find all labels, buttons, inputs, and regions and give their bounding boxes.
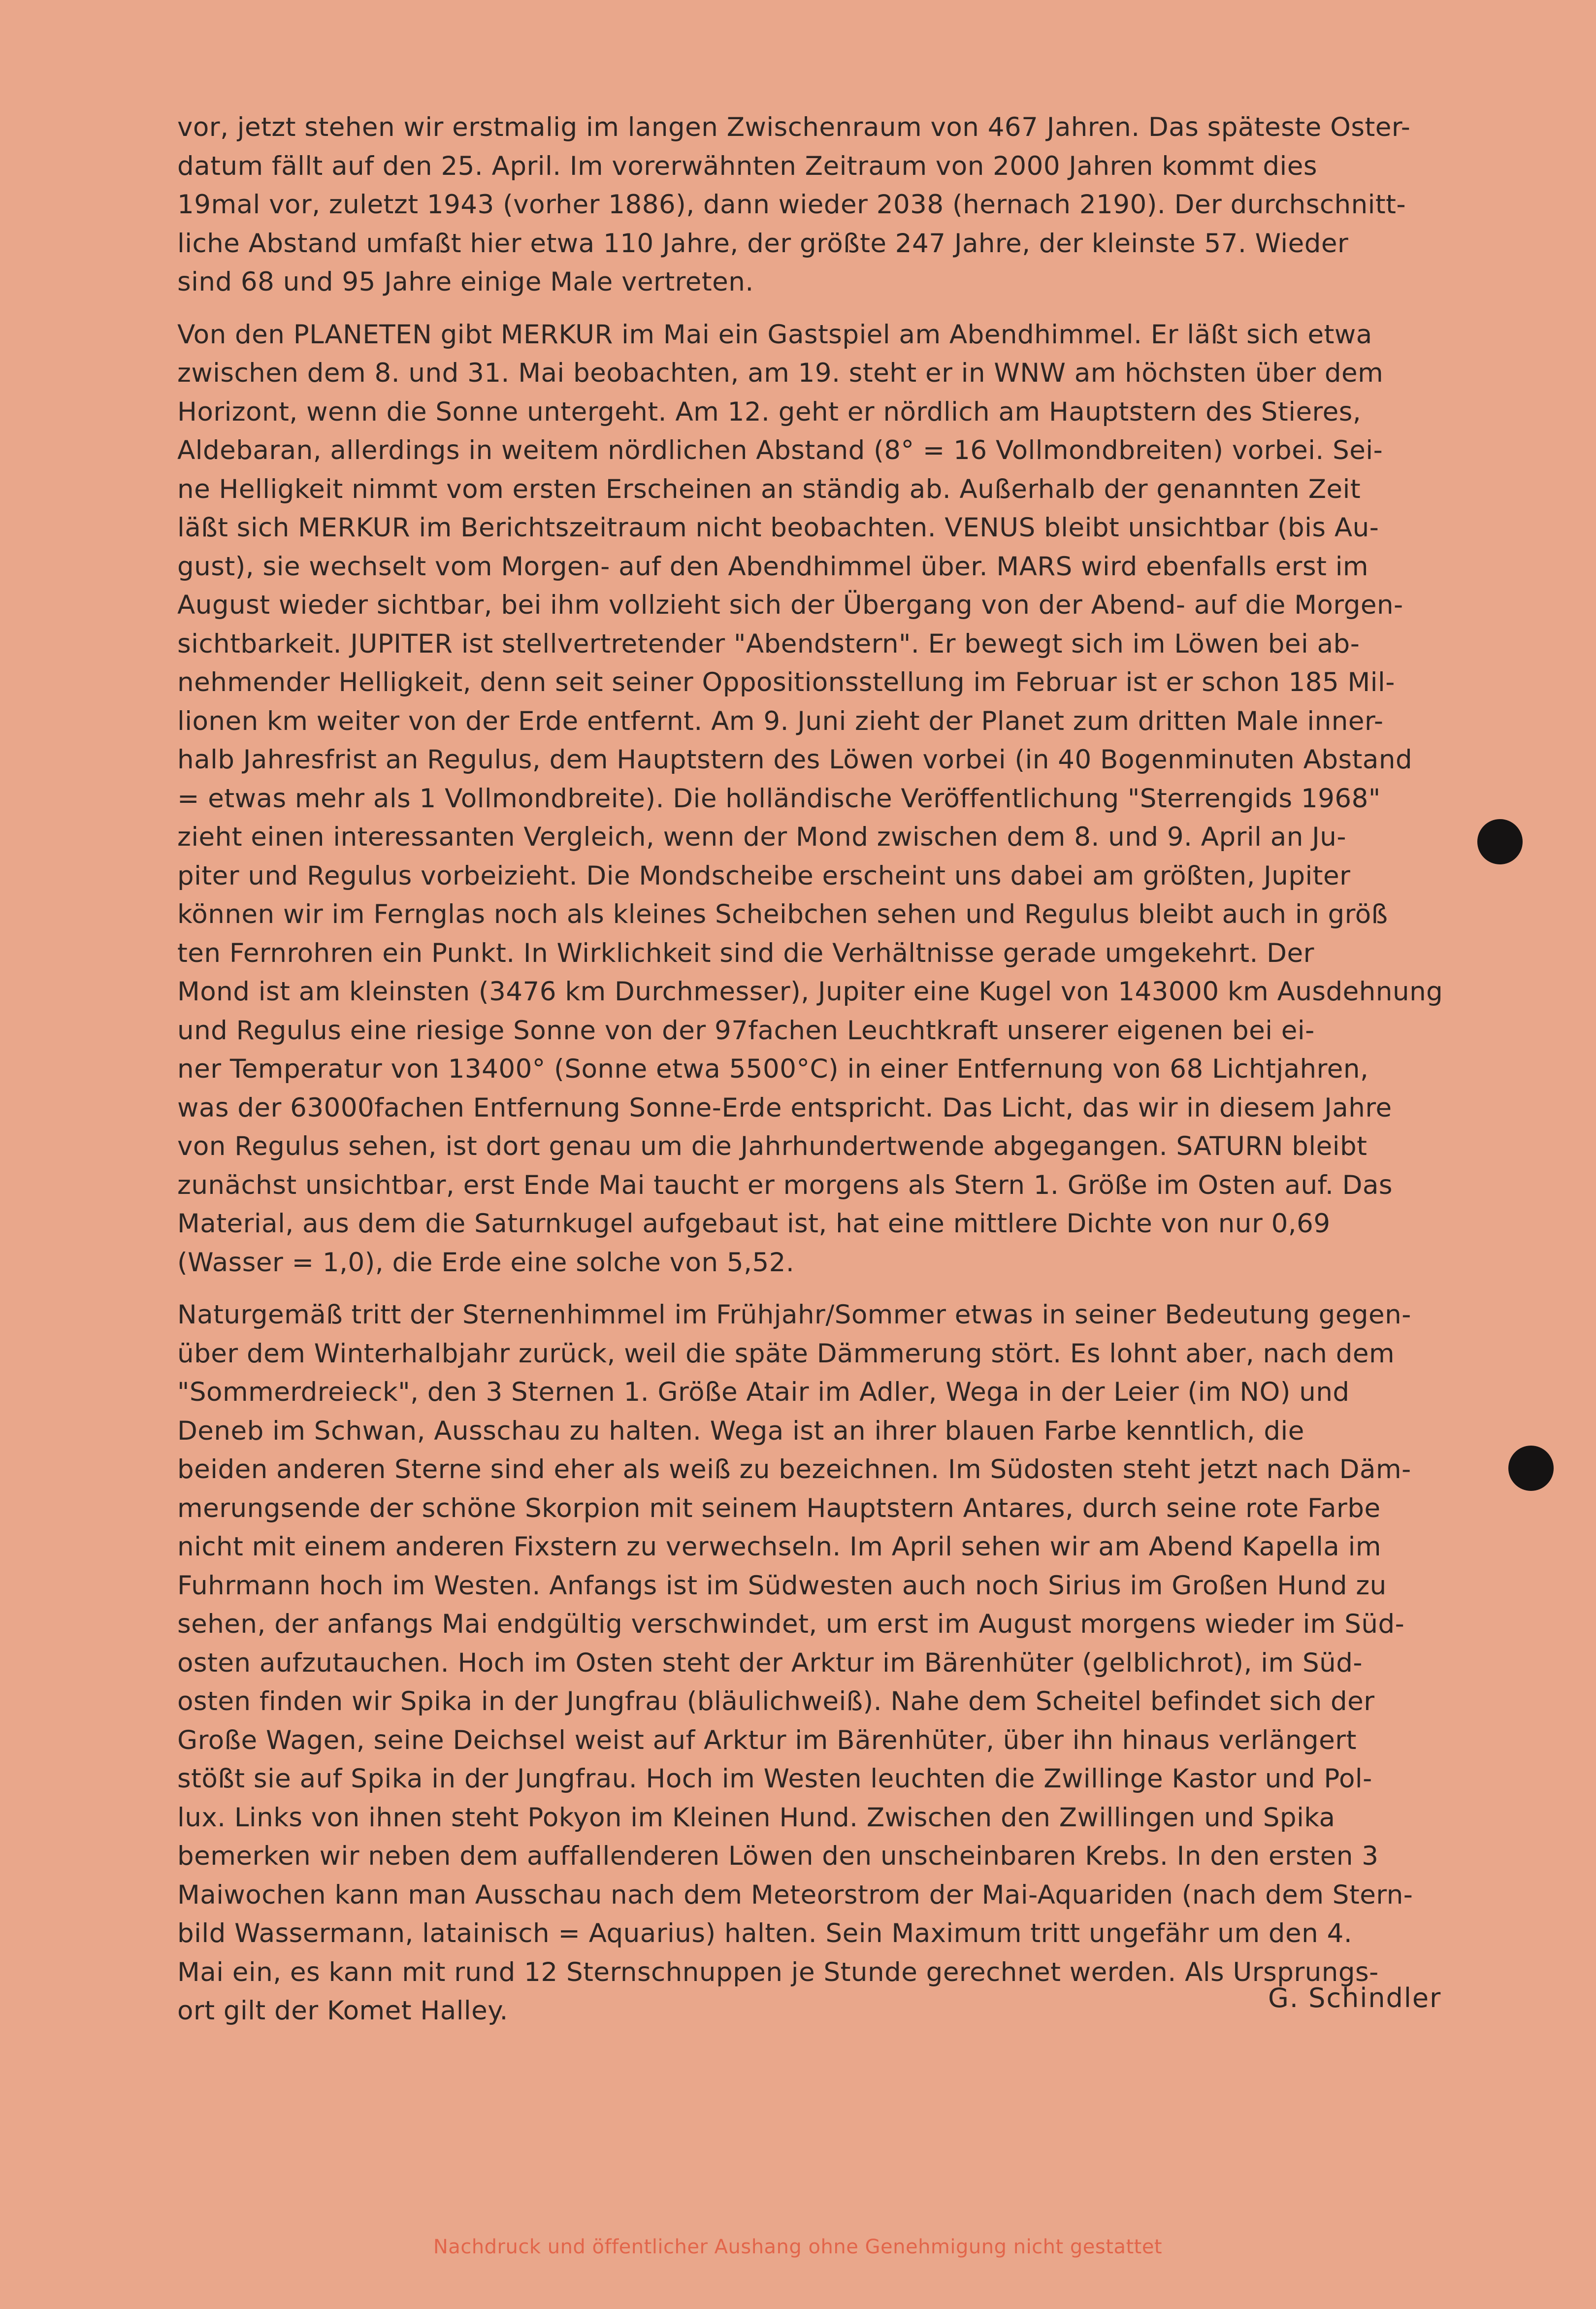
paragraph-planets: Von den PLANETEN gibt MERKUR im Mai ein Gastspiel am Abendhimmel. Er läßt sich etwa zwischen dem 8. und 31. Mai beobachten, am 19. steht er in WNW am höchsten über dem Horizont, wenn die Sonne untergeht. Am 12. geht er nördlich am Hauptstern des Stieres, Aldebaran, allerdings in weitem nördlichen Abstand (8° = 16 Vollmondbreiten) vorbei. Sei- ne Helligkeit nimmt vom ersten Erscheinen an ständig ab. Außerhalb der genannten Zeit läßt sich MERKUR im Berichtszeitraum nicht beobachten. VENUS bleibt unsichtbar (bis Au- gust), sie wechselt vom Morgen- auf den Abendhimmel über. MARS wird ebenfalls erst im August wieder sichtbar, bei ihm vollzieht sich der Übergang von der Abend- auf die Morgen- sichtbarkeit. JUPITER ist stellvertretender "Abendstern". Er bewegt sich im Löwen bei ab- nehmender Helligkeit, denn seit seiner Oppositionsstellung im Februar ist er schon 185 Mil- lionen km weiter von der Erde entfernt. Am 9. Juni zieht der Planet zum dritten Male inner- halb Jahresfrist an Regulus, dem Hauptstern des Löwen vorbei (in 40 Bogenminuten Abstand = etwas mehr als 1 Vollmondbreite). Die holländische Veröffentlichung "Sterrengids 1968" zieht einen interessanten Vergleich, wenn der Mond zwischen dem 8. und 9. April an Ju- piter und Regulus vorbeizieht. Die Mondscheibe erscheint uns dabei am größten, Jupiter können wir im Fernglas noch als kleines Scheibchen sehen und Regulus bleibt auch in größ ten Fernrohren ein Punkt. In Wirklichkeit sind die Verhältnisse gerade umgekehrt. Der Mond ist am kleinsten (3476 km Durchmesser), Jupiter eine Kugel von 143000 km Ausdehnung und Regulus eine riesige Sonne von der 97fachen Leuchtkraft unserer eigenen bei ei- ner Temperatur von 13400° (Sonne etwa 5500°C) in einer Entfernung von 68 Lichtjahren, was der 63000fachen Entfernung Sonne-Erde entspricht. Das Licht, das wir in diesem Jahre von Regulus sehen, ist dort genau um die Jahrhundertwende abgegangen. SATURN bleibt zunächst unsichtbar, erst Ende Mai taucht er morgens als Stern 1. Größe im Osten auf. Das Material, aus dem die Saturnkugel aufgebaut ist, hat eine mittlere Dichte von nur 0,69 (Wasser = 1,0), die Erde eine solche von 5,52. — [177, 319, 1443, 1278]
reprint-notice: Nachdruck und öffentlicher Aushang ohne Genehmigung nicht gestattet — [433, 2236, 1163, 2258]
author-signature: G. Schindler — [1268, 1982, 1442, 2013]
punch-hole — [1508, 1446, 1554, 1491]
punch-hole — [1477, 819, 1523, 864]
article-body — [177, 108, 1467, 2045]
paragraph-star-sky: Naturgemäß tritt der Sternenhimmel im Frühjahr/Sommer etwas in seiner Bedeutung gegen- über dem Winterhalbjahr zurück, weil die späte Dämmerung stört. Es lohnt aber, nach dem "Sommerdreieck", den 3 Sternen 1. Größe Atair im Adler, Wega in der Leier (im NO) und Deneb im Schwan, Ausschau zu halten. Wega ist an ihrer blauen Farbe kenntlich, die beiden anderen Sterne sind eher als weiß zu bezeichnen. Im Südosten steht jetzt nach Däm- merungsende der schöne Skorpion mit seinem Hauptstern Antares, durch seine rote Farbe nicht mit einem anderen Fixstern zu verwechseln. Im April sehen wir am Abend Kapella im Fuhrmann hoch im Westen. Anfangs ist im Südwesten auch noch Sirius im Großen Hund zu sehen, der anfangs Mai endgültig verschwindet, um erst im August morgens wieder im Süd- osten aufzutauchen. Hoch im Osten steht der Arktur im Bärenhüter (gelblichrot), im Süd- osten finden wir Spika in der Jungfrau (bläulichweiß). Nahe dem Scheitel befindet sich der Große Wagen, seine Deichsel weist auf Arktur im Bärenhüter, über ihn hinaus verlängert stößt sie auf Spika in der Jungfrau. Hoch im Westen leuchten die Zwillinge Kastor und Pol- lux. Links von ihnen steht Pokyon im Kleinen Hund. Zwischen den Zwillingen und Spika bemerken wir neben dem auffallenderen Löwen den unscheinbaren Krebs. In den ersten 3 Maiwochen kann man Ausschau nach dem Meteorstrom der Mai-Aquariden (nach dem Stern- bild Wassermann, latainisch = Aquarius) halten. Sein Maximum tritt ungefähr um den 4. Mai ein, es kann mit rund 12 Sternschnuppen je Stunde gerechnet werden. Als Ursprungs- ort gilt der Komet Halley. — [177, 1300, 1413, 2026]
paragraph-easter-date: vor, jetzt stehen wir erstmalig im langen Zwischenraum von 467 Jahren. Das späteste Oster- datum fällt auf den 25. April. Im vorerwähnten Zeitraum von 2000 Jahren kommt dies 19mal vor, zuletzt 1943 (vorher 1886), dann wieder 2038 (hernach 2190). Der durchschnitt- liche Abstand umfaßt hier etwa 110 Jahre, der größte 247 Jahre, der kleinste 57. Wieder sind 68 und 95 Jahre einige Male vertreten. — [177, 112, 1411, 297]
